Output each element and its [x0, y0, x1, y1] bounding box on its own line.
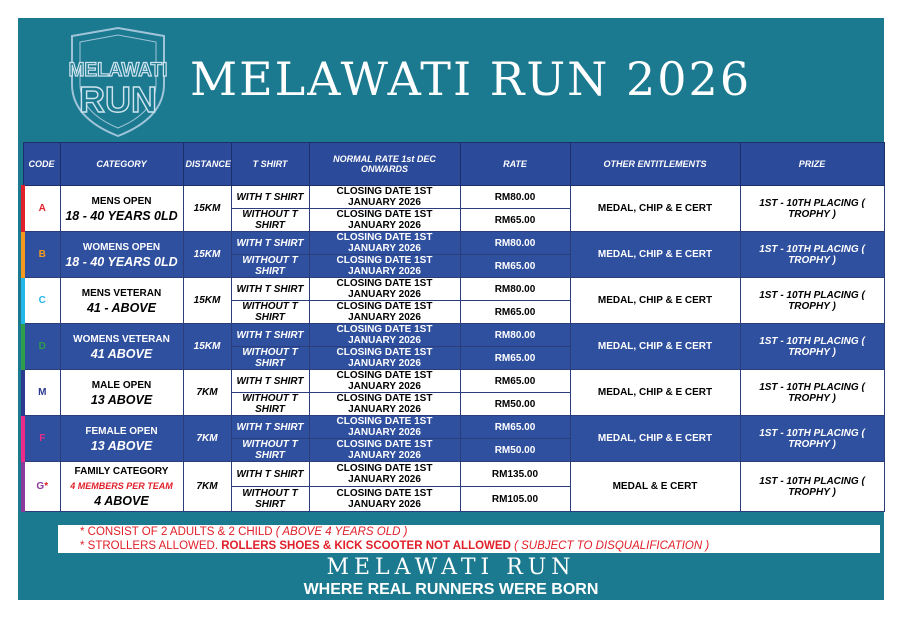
category-name: MENS OPEN: [91, 195, 152, 207]
category-age: 13 ABOVE: [90, 438, 153, 453]
tshirt-option: WITH T SHIRT: [231, 186, 309, 209]
category-distance: 15KM: [183, 278, 231, 324]
category-name-cell: [60, 416, 183, 462]
logo-line2: RUN: [79, 79, 157, 120]
closing-date: CLOSING DATE 1ST JANUARY 2026: [309, 462, 460, 487]
category-name: WOMENS OPEN: [82, 241, 161, 253]
col-distance: DISTANCE: [183, 143, 231, 186]
notes-panel: [58, 525, 880, 553]
category-distance: 7KM: [183, 370, 231, 416]
category-code: B: [23, 232, 60, 278]
col-prize: PRIZE: [740, 143, 884, 186]
category-name: MENS VETERAN: [81, 287, 162, 299]
category-name-cell: [60, 232, 183, 278]
category-name-cell: [60, 462, 183, 512]
note-line-2: [80, 540, 709, 552]
note-2-detail: ( SUBJECT TO DISQUALIFICATION ): [514, 540, 710, 552]
rate-without-tshirt: RM50.00: [460, 393, 570, 416]
category-table: [21, 142, 885, 512]
col-other-entitlements: OTHER ENTITLEMENTS: [570, 143, 740, 186]
prize: 1ST - 10TH PLACING ( TROPHY ): [740, 186, 884, 232]
note-1-detail: ( ABOVE 4 YEARS OLD ): [275, 526, 408, 538]
tshirt-option: WITHOUT T SHIRT: [231, 209, 309, 232]
category-name-cell: [60, 370, 183, 416]
entitlements: MEDAL, CHIP & E CERT: [570, 416, 740, 462]
category-name: FAMILY CATEGORY: [74, 466, 169, 477]
entitlements: MEDAL, CHIP & E CERT: [570, 278, 740, 324]
tshirt-option: WITHOUT T SHIRT: [231, 487, 309, 512]
closing-date: CLOSING DATE 1ST JANUARY 2026: [309, 370, 460, 393]
rate-with-tshirt: RM80.00: [460, 232, 570, 255]
prize: 1ST - 10TH PLACING ( TROPHY ): [740, 462, 884, 512]
col-rate: RATE: [460, 143, 570, 186]
tshirt-option: WITHOUT T SHIRT: [231, 301, 309, 324]
tshirt-option: WITH T SHIRT: [231, 370, 309, 393]
header: [18, 18, 884, 142]
closing-date: CLOSING DATE 1ST JANUARY 2026: [309, 416, 460, 439]
table-row: [23, 278, 884, 301]
closing-date: CLOSING DATE 1ST JANUARY 2026: [309, 255, 460, 278]
closing-date: CLOSING DATE 1ST JANUARY 2026: [309, 301, 460, 324]
prize: 1ST - 10TH PLACING ( TROPHY ): [740, 324, 884, 370]
closing-date: CLOSING DATE 1ST JANUARY 2026: [309, 209, 460, 232]
category-code: D: [23, 324, 60, 370]
table-header: [23, 143, 884, 186]
closing-date: CLOSING DATE 1ST JANUARY 2026: [309, 186, 460, 209]
note-2-warning: ROLLERS SHOES & KICK SCOOTER NOT ALLOWED: [221, 540, 511, 552]
prize: 1ST - 10TH PLACING ( TROPHY ): [740, 416, 884, 462]
tshirt-option: WITH T SHIRT: [231, 232, 309, 255]
tshirt-option: WITHOUT T SHIRT: [231, 347, 309, 370]
category-age: 13 ABOVE: [90, 392, 153, 407]
closing-date: CLOSING DATE 1ST JANUARY 2026: [309, 278, 460, 301]
entitlements: MEDAL & E CERT: [570, 462, 740, 512]
entitlements: MEDAL, CHIP & E CERT: [570, 370, 740, 416]
tshirt-option: WITHOUT T SHIRT: [231, 393, 309, 416]
note-2-text: * STROLLERS ALLOWED.: [80, 540, 219, 552]
col-code: CODE: [23, 143, 60, 186]
note-1-text: * CONSIST OF 2 ADULTS & 2 CHILD: [80, 526, 273, 538]
rate-without-tshirt: RM50.00: [460, 439, 570, 462]
col-category: CATEGORY: [60, 143, 183, 186]
category-distance: 15KM: [183, 186, 231, 232]
g-star: *: [44, 481, 49, 492]
tshirt-option: WITH T SHIRT: [231, 416, 309, 439]
category-distance: 7KM: [183, 462, 231, 512]
category-code: F: [23, 416, 60, 462]
closing-date: CLOSING DATE 1ST JANUARY 2026: [309, 487, 460, 512]
category-name: FEMALE OPEN: [85, 425, 158, 437]
category-code: G*: [23, 462, 60, 512]
category-name: WOMENS VETERAN: [73, 333, 170, 345]
footer-caption: ( MELAWATI RUN OFFICIAL TAGLINE ): [352, 600, 550, 610]
category-code: C: [23, 278, 60, 324]
table-row: [23, 232, 884, 255]
rate-with-tshirt: RM80.00: [460, 186, 570, 209]
entitlements: MEDAL, CHIP & E CERT: [570, 186, 740, 232]
category-age: 4 ABOVE: [94, 494, 149, 508]
table-row: [23, 186, 884, 209]
category-name-cell: [60, 324, 183, 370]
category-name-cell: [60, 278, 183, 324]
closing-date: CLOSING DATE 1ST JANUARY 2026: [309, 393, 460, 416]
prize: 1ST - 10TH PLACING ( TROPHY ): [740, 278, 884, 324]
tshirt-option: WITH T SHIRT: [231, 278, 309, 301]
rate-with-tshirt: RM80.00: [460, 278, 570, 301]
tshirt-option: WITHOUT T SHIRT: [231, 439, 309, 462]
prize: 1ST - 10TH PLACING ( TROPHY ): [740, 232, 884, 278]
page-title: MELAWATI RUN 2026: [190, 52, 752, 106]
rate-without-tshirt: RM65.00: [460, 209, 570, 232]
tshirt-option: WITH T SHIRT: [231, 324, 309, 347]
rate-without-tshirt: RM65.00: [460, 347, 570, 370]
footer-tagline: WHERE REAL RUNNERS WERE BORN: [303, 581, 599, 598]
rate-with-tshirt: RM65.00: [460, 370, 570, 393]
category-team: 4 MEMBERS PER TEAM: [70, 481, 173, 491]
entitlements: MEDAL, CHIP & E CERT: [570, 324, 740, 370]
category-distance: 15KM: [183, 232, 231, 278]
table-row: [23, 370, 884, 393]
category-name-cell: [60, 186, 183, 232]
rate-with-tshirt: RM80.00: [460, 324, 570, 347]
table-row: [23, 462, 884, 487]
closing-date: CLOSING DATE 1ST JANUARY 2026: [309, 324, 460, 347]
tshirt-option: WITHOUT T SHIRT: [231, 255, 309, 278]
tshirt-option: WITH T SHIRT: [231, 462, 309, 487]
closing-date: CLOSING DATE 1ST JANUARY 2026: [309, 347, 460, 370]
footer-name: MELAWATI RUN: [326, 555, 576, 580]
entitlements: MEDAL, CHIP & E CERT: [570, 232, 740, 278]
rate-without-tshirt: RM65.00: [460, 301, 570, 324]
category-age: 41 - ABOVE: [86, 300, 156, 315]
category-distance: 7KM: [183, 416, 231, 462]
rate-with-tshirt: RM135.00: [460, 462, 570, 487]
table-row: [23, 324, 884, 347]
category-name: MALE OPEN: [91, 379, 152, 391]
event-board: [18, 18, 884, 610]
rate-without-tshirt: RM65.00: [460, 255, 570, 278]
category-distance: 15KM: [183, 324, 231, 370]
rate-without-tshirt: RM105.00: [460, 487, 570, 512]
note-line-1: [80, 526, 407, 538]
logo-line1: MELAWATI: [68, 60, 168, 81]
category-age: 41 ABOVE: [90, 346, 153, 361]
rate-with-tshirt: RM65.00: [460, 416, 570, 439]
col-normal-rate: NORMAL RATE 1st DEC ONWARDS: [309, 143, 460, 186]
closing-date: CLOSING DATE 1ST JANUARY 2026: [309, 439, 460, 462]
prize: 1ST - 10TH PLACING ( TROPHY ): [740, 370, 884, 416]
closing-date: CLOSING DATE 1ST JANUARY 2026: [309, 232, 460, 255]
category-age: 18 - 40 YEARS 0LD: [65, 254, 178, 269]
table-row: [23, 416, 884, 439]
category-code: A: [23, 186, 60, 232]
category-code: M: [23, 370, 60, 416]
col-tshirt: T SHIRT: [231, 143, 309, 186]
category-age: 18 - 40 YEARS 0LD: [65, 208, 178, 223]
shield-logo-icon: [58, 26, 178, 138]
